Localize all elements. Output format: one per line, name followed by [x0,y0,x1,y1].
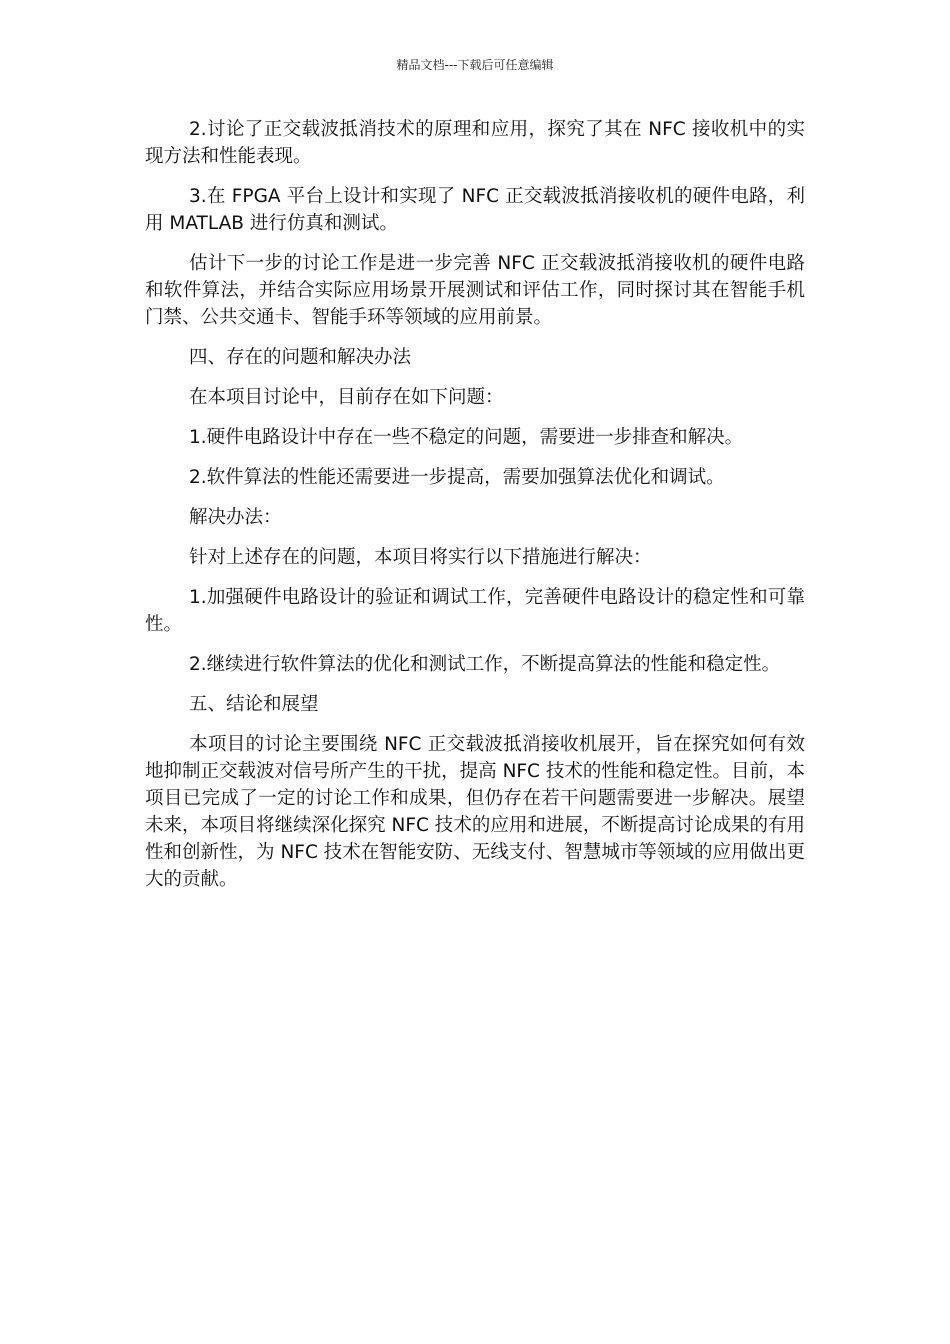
paragraph-problem-1: 1.硬件电路设计中存在一些不稳定的问题，需要进一步排查和解决。 [189,427,744,448]
paragraph-solution-2: 2.继续进行软件算法的优化和测试工作，不断提高算法的性能和稳定性。 [189,654,781,675]
page-header: 精品文档---下载后可任意编辑 [396,58,554,72]
paragraph-solutions-intro: 针对上述存在的问题，本项目将实行以下措施进行解决： [189,547,652,568]
paragraph-achievement-2: 2.讨论了正交载波抵消技术的原理和应用，探究了其在 NFC 接收机中的实现方法和性能表现。 [145,119,805,167]
document-body [145,116,805,906]
paragraph-problem-2: 2.软件算法的性能还需要进一步提高，需要加强算法优化和调试。 [189,467,725,488]
paragraph-problems-intro: 在本项目讨论中，目前存在如下问题： [189,387,504,408]
paragraph-solutions-label: 解决办法： [189,507,282,528]
section-heading-problems: 四、存在的问题和解决办法 [189,347,412,368]
paragraph-solution-1: 1.加强硬件电路设计的验证和调试工作，完善硬件电路设计的稳定性和可靠性。 [145,587,805,635]
paragraph-next-steps: 估计下一步的讨论工作是进一步完善 NFC 正交载波抵消接收机的硬件电路和软件算法，并结合实际应用场景开展测试和评估工作，同时探讨其在智能手机门禁、公共交通卡、智能手环等领域的应用前景。 [145,253,805,328]
section-heading-conclusion: 五、结论和展望 [189,694,319,715]
paragraph-conclusion: 本项目的讨论主要围绕 NFC 正交载波抵消接收机展开，旨在探究如何有效地抑制正交载波对信号所产生的干扰，提高 NFC 技术的性能和稳定性。目前，本项目已完成了一定的讨论工作和成果，但仍存在若干问题需要进一步解决。展望未来，本项目将继续深化探究 NFC 技术的应用和进展，不断提高讨论成果的有用性和创新性，为 NFC 技术在智能安防、无线支付、智慧城市等领域的应用做出更大的贡献。 [145,734,805,890]
paragraph-achievement-3: 3.在 FPGA 平台上设计和实现了 NFC 正交载波抵消接收机的硬件电路，利用 MATLAB 进行仿真和测试。 [145,186,805,234]
